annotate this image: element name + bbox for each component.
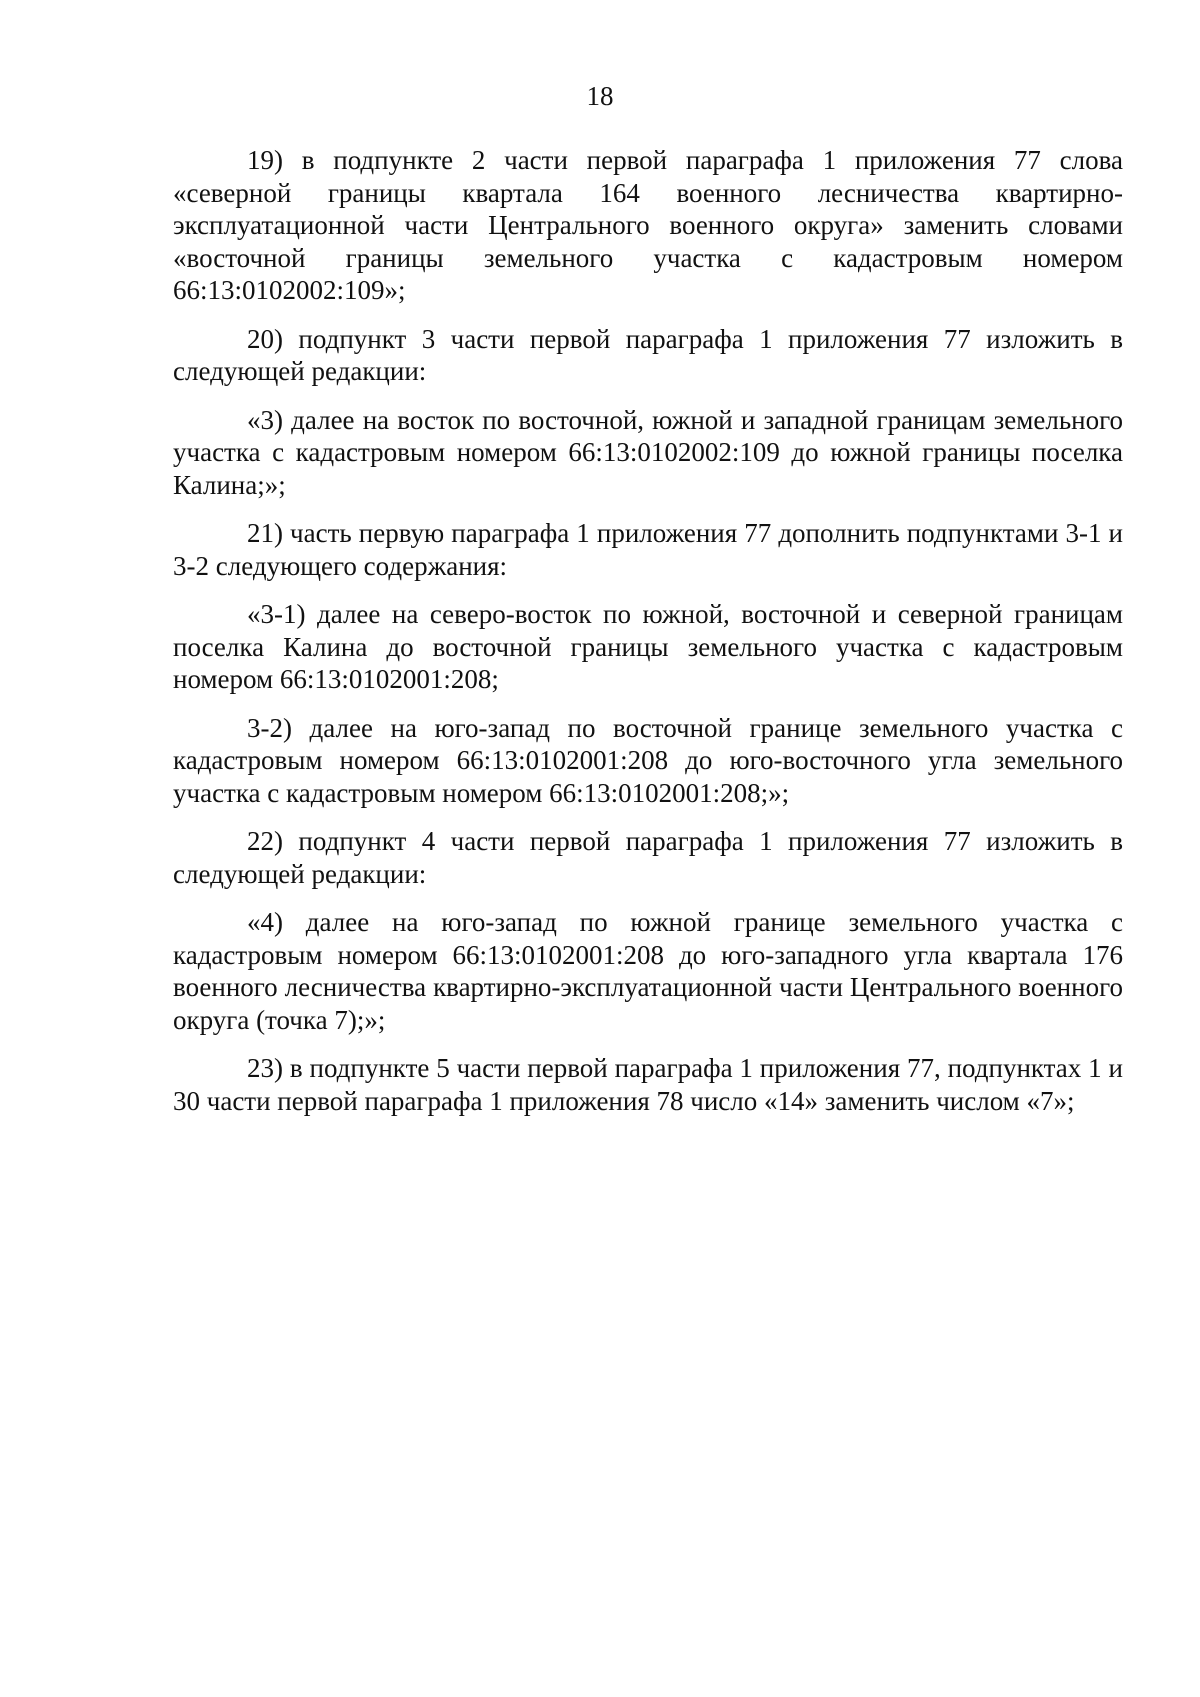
paragraph-21-quote-3-1: «3-1) далее на северо-восток по южной, восточной и северной границам поселка Калина до восточной границы земельного участка с кадастровым номером 66:13:0102001:208; [173, 599, 1123, 694]
paragraph-21-quote-3-2: 3-2) далее на юго-запад по восточной границе земельного участка с кадастровым номером 66:13:0102001:208 до юго-восточного угла земельного участка с кадастровым номером 66:13:0102001:208;»; [173, 712, 1123, 808]
paragraph-20: 20) подпункт 3 части первой параграфа 1 приложения 77 изложить в следующей редакции: [173, 323, 1123, 386]
paragraph-19: 19) в подпункте 2 части первой параграфа 1 приложения 77 слова «северной границы квартала 164 военного лесничества квартирно-эксплуатационной части Центрального военного округа» заменить словами «восточной границы земельного участка с кадастровым номером 66:13:0102002:109»; [173, 145, 1123, 305]
paragraph-23: 23) в подпункте 5 части первой параграфа 1 приложения 77, подпунктах 1 и 30 части первой параграфа 1 приложения 78 число «14» заменить числом «7»; [173, 1053, 1123, 1116]
paragraph-21: 21) часть первую параграфа 1 приложения 77 дополнить подпунктами 3-1 и 3-2 следующего содержания: [173, 518, 1123, 581]
paragraph-22: 22) подпункт 4 части первой параграфа 1 приложения 77 изложить в следующей редакции: [173, 826, 1123, 889]
document-body [173, 144, 1123, 1133]
page-number: 18 [586, 81, 614, 111]
paragraph-20-quote: «3) далее на восток по восточной, южной и западной границам земельного участка с кадастровым номером 66:13:0102002:109 до южной границы поселка Калина;»; [173, 404, 1123, 500]
paragraph-22-quote: «4) далее на юго-запад по южной границе земельного участка с кадастровым номером 66:13:0102001:208 до юго-западного угла квартала 176 военного лесничества квартирно-эксплуатационной части Центрального военного округа (точка 7);»; [173, 907, 1123, 1035]
